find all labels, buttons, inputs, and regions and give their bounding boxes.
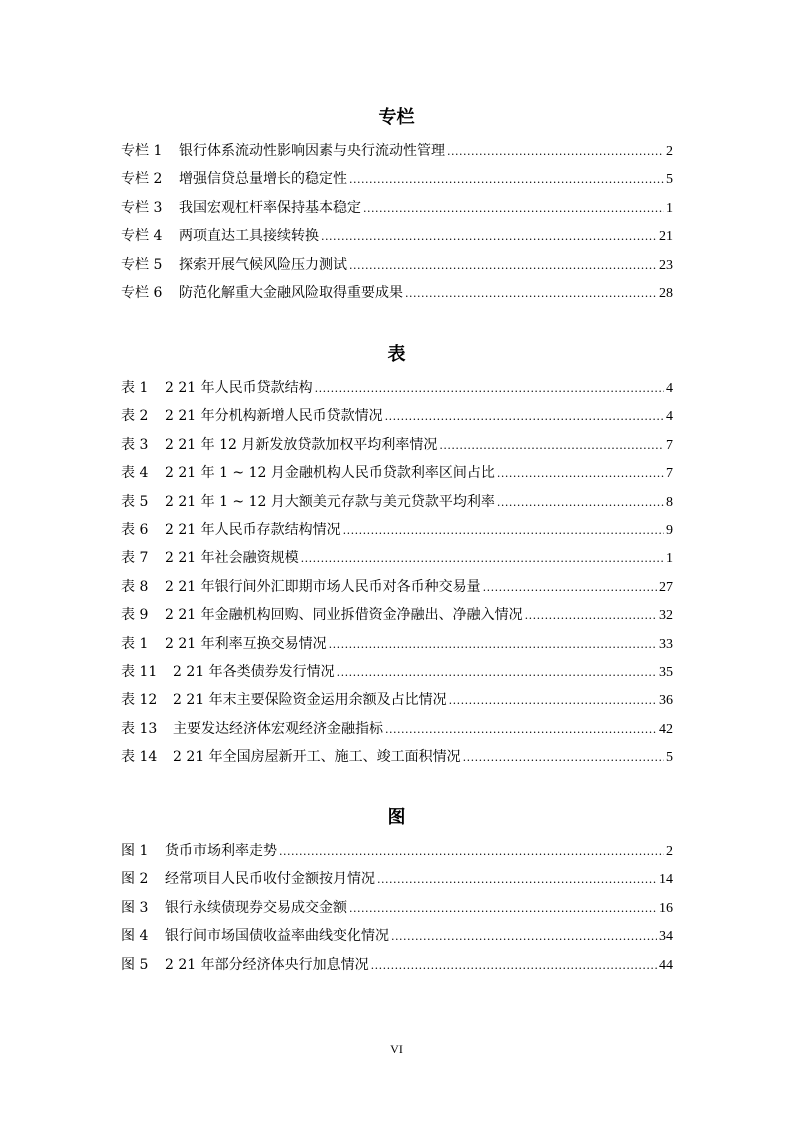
toc-entry-title: 2 21 年人民币贷款结构 (165, 380, 313, 396)
toc-entry-page-number: 1 (666, 551, 673, 567)
toc-entry-label: 表 11 (121, 663, 158, 680)
toc-dot-leader (449, 691, 657, 711)
toc-entry-page-number: 2 (666, 144, 673, 159)
toc-entry-label: 表 2 (121, 408, 149, 425)
toc-entry[interactable] (121, 141, 673, 169)
toc-entry-title: 防范化解重大金融风险取得重要成果 (179, 284, 403, 301)
toc-entry-label: 表 13 (121, 720, 158, 737)
toc-dot-leader (377, 870, 657, 890)
toc-entry-title: 货币市场利率走势 (165, 843, 277, 859)
toc-entry[interactable] (121, 719, 673, 747)
toc-entry[interactable] (121, 520, 673, 548)
toc-dot-leader (525, 606, 657, 626)
toc-entry-label: 图 3 (121, 899, 149, 916)
toc-entry-title: 2 21 年末主要保险资金运用余额及占比情况 (173, 692, 447, 709)
toc-entry[interactable] (121, 634, 673, 662)
toc-entry-page-number: 4 (666, 409, 673, 425)
toc-dot-leader (315, 379, 664, 399)
toc-entry-page-number: 5 (666, 750, 673, 766)
tables-list (121, 378, 673, 775)
figures-list (121, 841, 673, 983)
toc-entry-title: 2 21 年人民币存款结构情况 (165, 521, 341, 538)
toc-entry-page-number: 4 (666, 381, 673, 396)
toc-entry[interactable] (121, 898, 673, 926)
boxes-list (121, 141, 673, 311)
toc-dot-leader (349, 170, 664, 190)
toc-entry[interactable] (121, 283, 673, 311)
toc-entry[interactable] (121, 747, 673, 775)
toc-dot-leader (497, 464, 664, 484)
toc-entry-label: 表 3 (121, 436, 149, 453)
boxes-heading: 专栏 (378, 107, 415, 128)
toc-entry-title: 2 21 年 1 ~ 12 月金融机构人民币贷款利率区间占比 (165, 465, 495, 482)
toc-entry[interactable] (121, 463, 673, 491)
page-number: VI (390, 1042, 403, 1056)
toc-entry-page-number: 1 (666, 200, 673, 216)
toc-dot-leader (463, 748, 664, 768)
toc-entry[interactable] (121, 435, 673, 463)
toc-entry[interactable] (121, 662, 673, 690)
toc-entry-page-number: 28 (659, 285, 673, 301)
toc-entry-title: 主要发达经济体宏观经济金融指标 (173, 720, 383, 737)
toc-entry[interactable] (121, 841, 673, 869)
toc-entry-title: 2 21 年社会融资规模 (165, 550, 299, 567)
toc-dot-leader (349, 256, 657, 276)
toc-entry-label: 专栏 1 (121, 143, 163, 159)
toc-entry-title: 2 21 年银行间外汇即期市场人民币对各币种交易量 (165, 578, 481, 595)
toc-entry-title: 2 21 年 12 月新发放贷款加权平均利率情况 (165, 436, 438, 453)
toc-entry-title: 2 21 年全国房屋新开工、施工、竣工面积情况 (173, 749, 461, 766)
toc-dot-leader (385, 720, 657, 740)
tables-heading: 表 (387, 344, 406, 365)
toc-entry[interactable] (121, 869, 673, 897)
toc-entry-title: 2 21 年 1 ~ 12 月大额美元存款与美元贷款平均利率 (165, 493, 495, 510)
toc-dot-leader (371, 956, 657, 976)
toc-entry-page-number: 5 (666, 172, 673, 188)
toc-entry-label: 图 1 (121, 843, 149, 859)
toc-entry-title: 2 21 年金融机构回购、同业拆借资金净融出、净融入情况 (165, 607, 523, 624)
toc-entry-label: 表 7 (121, 550, 149, 567)
toc-dot-leader (301, 549, 664, 569)
toc-entry-page-number: 21 (659, 229, 673, 245)
toc-entry-label: 表 6 (121, 521, 149, 538)
toc-entry[interactable] (121, 577, 673, 605)
toc-entry-label: 表 1 (121, 380, 149, 396)
toc-entry[interactable] (121, 255, 673, 283)
toc-entry[interactable] (121, 605, 673, 633)
toc-entry-label: 图 5 (121, 956, 149, 973)
toc-entry-label: 专栏 2 (121, 171, 163, 188)
toc-entry-page-number: 16 (659, 900, 673, 916)
toc-entry-title: 2 21 年分机构新增人民币贷款情况 (165, 408, 383, 425)
toc-entry-page-number: 33 (659, 636, 673, 652)
toc-dot-leader (439, 436, 664, 456)
toc-entry-title: 2 21 年利率互换交易情况 (165, 635, 327, 652)
toc-entry-page-number: 44 (659, 957, 673, 973)
toc-entry-page-number: 32 (659, 608, 673, 624)
toc-entry[interactable] (121, 198, 673, 226)
toc-entry-label: 图 2 (121, 871, 149, 888)
toc-entry-label: 表 12 (121, 692, 158, 709)
toc-entry-label: 表 14 (121, 749, 158, 766)
toc-entry-page-number: 8 (666, 494, 673, 510)
toc-entry-label: 表 8 (121, 578, 149, 595)
toc-entry-title: 2 21 年各类债券发行情况 (173, 663, 335, 680)
toc-entry-page-number: 34 (659, 929, 673, 945)
toc-dot-leader (279, 842, 664, 862)
toc-dot-leader (329, 635, 657, 655)
toc-dot-leader (363, 199, 664, 219)
toc-entry-page-number: 42 (659, 721, 673, 737)
toc-entry[interactable] (121, 690, 673, 718)
toc-entry-page-number: 7 (666, 466, 673, 482)
toc-dot-leader (497, 493, 664, 513)
toc-entry-label: 表 9 (121, 607, 149, 624)
toc-dot-leader (405, 284, 657, 304)
toc-dot-leader (483, 578, 657, 598)
toc-entry-label: 图 4 (121, 928, 149, 945)
toc-entry-page-number: 35 (659, 664, 673, 680)
toc-entry-title: 2 21 年部分经济体央行加息情况 (165, 956, 369, 973)
toc-entry[interactable] (121, 226, 673, 254)
toc-entry-page-number: 7 (666, 437, 673, 453)
toc-entry-label: 表 5 (121, 493, 149, 510)
toc-entry-label: 专栏 3 (121, 199, 163, 216)
toc-dot-leader (321, 227, 657, 247)
toc-entry[interactable] (121, 955, 673, 983)
toc-entry-page-number: 2 (666, 844, 673, 859)
toc-dot-leader (343, 521, 664, 541)
toc-entry[interactable] (121, 169, 673, 197)
toc-entry-title: 探索开展气候风险压力测试 (179, 256, 347, 273)
toc-entry-label: 专栏 4 (121, 228, 163, 245)
toc-entry-title: 银行永续债现券交易成交金额 (165, 899, 347, 916)
toc-entry-title: 银行体系流动性影响因素与央行流动性管理 (179, 143, 445, 159)
toc-entry[interactable] (121, 406, 673, 434)
toc-dot-leader (349, 899, 657, 919)
toc-dot-leader (385, 407, 664, 427)
toc-entry-label: 表 4 (121, 465, 149, 482)
toc-entry-label: 专栏 6 (121, 284, 163, 301)
toc-entry[interactable] (121, 492, 673, 520)
toc-entry-title: 两项直达工具接续转换 (179, 228, 319, 245)
toc-dot-leader (391, 927, 657, 947)
toc-entry-page-number: 27 (659, 579, 673, 595)
toc-dot-leader (447, 142, 664, 162)
toc-entry-title: 经常项目人民币收付金额按月情况 (165, 871, 375, 888)
toc-entry-page-number: 9 (666, 522, 673, 538)
toc-entry-title: 我国宏观杠杆率保持基本稳定 (179, 199, 361, 216)
toc-entry-label: 专栏 5 (121, 256, 163, 273)
toc-entry-label: 表 1 (121, 635, 149, 652)
toc-entry-title: 增强信贷总量增长的稳定性 (179, 171, 347, 188)
figures-heading: 图 (387, 807, 406, 828)
toc-entry-page-number: 14 (659, 872, 673, 888)
toc-entry[interactable] (121, 548, 673, 576)
toc-entry[interactable] (121, 926, 673, 954)
toc-entry[interactable] (121, 378, 673, 406)
toc-entry-page-number: 36 (659, 693, 673, 709)
toc-dot-leader (337, 663, 657, 683)
toc-entry-page-number: 23 (659, 257, 673, 273)
toc-entry-title: 银行间市场国债收益率曲线变化情况 (165, 928, 389, 945)
